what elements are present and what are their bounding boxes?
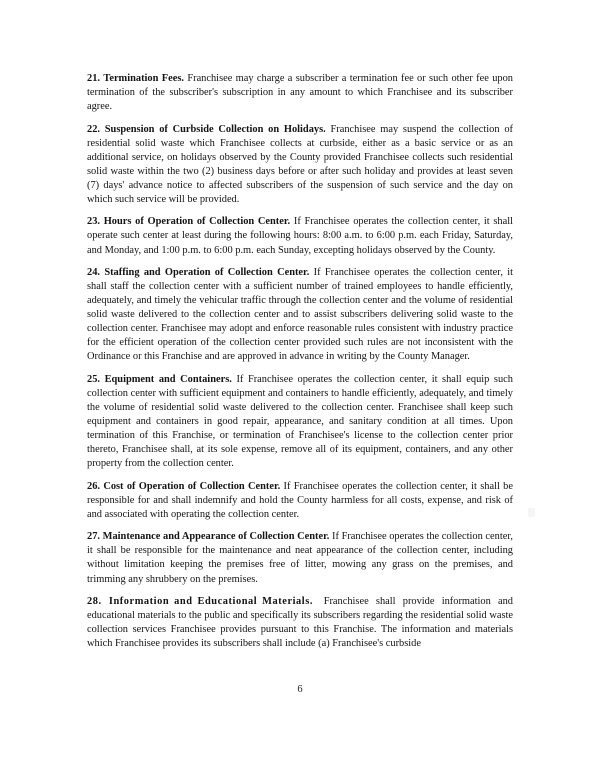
paragraph-28 <box>87 595 513 651</box>
paragraph-26-heading: Cost of Operation of Collection Center. <box>103 480 281 492</box>
paragraph-27-heading: Maintenance and Appearance of Collection Center. <box>102 531 330 543</box>
paragraph-25-body: If Franchisee operates the collection center, it shall equip such collection center with sufficient equipment and containers to handle efficiently, adequately, and timely the volume of residential solid waste delivered to the collection center. Franchisee shall keep such equipment and containers in good repair, appearance, and sanitary condition at all times. Upon termination of this Franchise, or termination of Franchisee's license to the collection center prior thereto, Franchisee shall, at its sole expense, remove all of its equipment, containers, and any other property from the collection center. <box>87 373 513 470</box>
scan-artifact-mark <box>528 508 535 517</box>
paragraph-23 <box>87 215 513 257</box>
page-number: 6 <box>297 684 303 695</box>
paragraph-28-body: Franchisee shall provide information and educational materials to the public and specifically its subscribers regarding the residential solid waste collection services Franchisee provides pursuant to this Franchise. The information and materials which Franchisee provides its subscribers shall include (a) Franchisee's curbside <box>87 596 513 650</box>
paragraph-27-body: If Franchisee operates the collection center, it shall be responsible for the maintenance and neat appearance of the collection center, including without limitation keeping the premises free of litter, mowing any grass on the premises, and trimming any shrubbery on the premises. <box>87 531 513 585</box>
paragraph-24-number: 24. <box>87 267 100 279</box>
paragraph-21 <box>87 72 513 114</box>
paragraph-21-body: Franchisee may charge a subscriber a termination fee or such other fee upon termination of the subscriber's subscription in any amount to which Franchisee and its subscriber agree. <box>87 73 513 113</box>
paragraph-22 <box>87 123 513 207</box>
paragraph-22-heading: Suspension of Curbside Collection on Holidays. <box>104 123 326 135</box>
paragraph-23-number: 23. <box>87 216 100 228</box>
paragraph-26-number: 26. <box>87 480 100 492</box>
paragraph-21-number: 21. <box>87 73 100 84</box>
paragraph-25-heading: Equipment and Containers. <box>104 373 232 385</box>
paragraph-23-body: If Franchisee operates the collection center, it shall operate such center at least during the following hours: 8:00 a.m. to 6:00 p.m. each Friday, Saturday, and Monday, and 1:00 p.m. to 6:00 p.m. each Sunday, excepting holidays observed by the County. <box>87 216 513 256</box>
paragraph-26 <box>87 480 513 522</box>
paragraph-25 <box>87 373 513 471</box>
paragraph-28-heading: Information and Educational Materials. <box>108 596 313 608</box>
paragraph-24-body: If Franchisee operates the collection center, it shall staff the collection center with a sufficient number of trained employees to handle efficiently, adequately, and timely the vehicular traffic through the collection center and the volume of residential solid waste delivered to the collection center and to assist subscribers delivering solid waste to the collection center. Franchisee may adopt and enforce reasonable rules consistent with industry practice for the efficient operation of the collection center provided such rules are not inconsistent with the Ordinance or this Franchise and are approved in advance in writing by the County Manager. <box>87 267 513 363</box>
paragraph-23-heading: Hours of Operation of Collection Center. <box>103 216 291 228</box>
paragraph-28-number: 28. <box>87 596 102 608</box>
document-text-column <box>87 72 513 651</box>
paragraph-27 <box>87 530 513 586</box>
paragraph-21-heading: Termination Fees. <box>103 73 184 84</box>
paragraph-25-number: 25. <box>87 373 100 385</box>
paragraph-22-number: 22. <box>87 123 100 135</box>
paragraph-27-number: 27. <box>87 531 100 543</box>
paragraph-26-body: If Franchisee operates the collection center, it shall be responsible for and shall indemnify and hold the County harmless for all costs, expense, and risk of and associated with operating the collection center. <box>87 480 513 520</box>
paragraph-24-heading: Staffing and Operation of Collection Center. <box>104 267 310 279</box>
paragraph-22-body: Franchisee may suspend the collection of residential solid waste which Franchisee collects at curbside, either as a basic service or as an additional service, on holidays observed by the County provided Franchisee collects such residential solid waste within the two (2) business days before or after such holiday and provides at least seven (7) days' advance notice to affected subscribers of the suspension of such service and the day on which such service will be provided. <box>87 123 513 205</box>
paragraph-24 <box>87 266 513 364</box>
